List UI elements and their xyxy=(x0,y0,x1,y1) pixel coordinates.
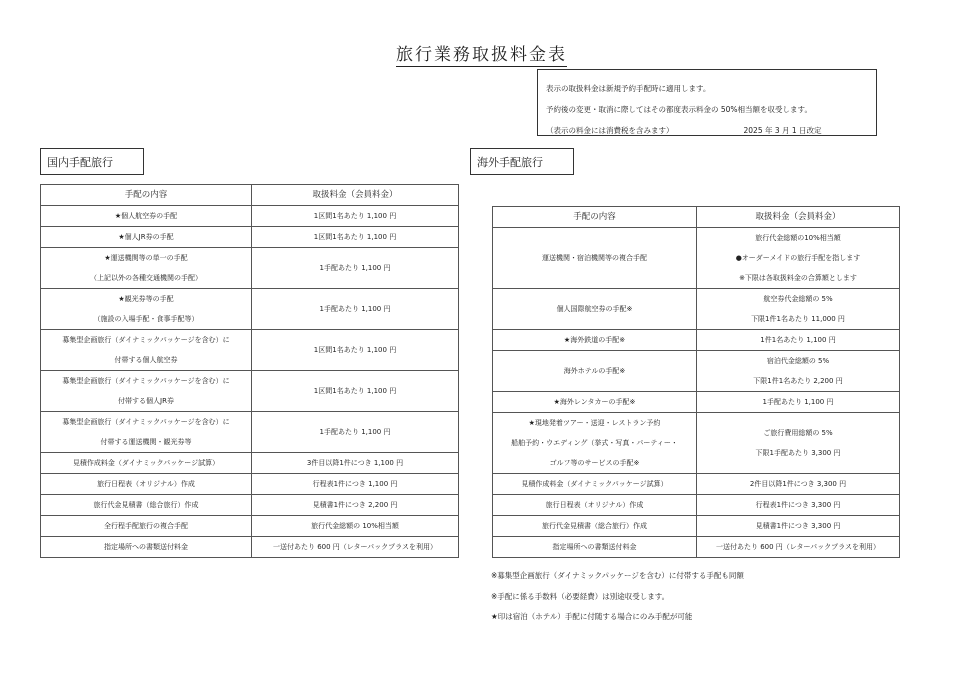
table-header-row xyxy=(41,185,459,206)
fee-text: 2件目以降1件につき 3,300 円 xyxy=(749,480,847,488)
fee-cell xyxy=(252,537,459,558)
fee-text: 旅行代金総額の10%相当額 xyxy=(755,234,841,242)
table-row xyxy=(493,330,900,351)
table-row xyxy=(41,289,459,330)
fee-cell xyxy=(252,453,459,474)
arrangement-text: 指定場所への書類送付料金 xyxy=(552,543,637,551)
notice-line-1: 表示の取扱料金は新規予約手配時に適用します。 xyxy=(546,84,711,93)
arrangement-cell xyxy=(41,206,252,227)
fee-text: 見積書1件につき 3,300 円 xyxy=(755,522,841,530)
arrangement-cell xyxy=(493,392,697,413)
fee-cell xyxy=(252,516,459,537)
fee-text: 下限1手配あたり 3,300 円 xyxy=(755,449,841,457)
arrangement-text: ★現地発着ツアー・送迎・レストラン予約 xyxy=(528,419,661,427)
footnote-3: ★印は宿泊（ホテル）手配に付随する場合にのみ手配が可能 xyxy=(491,612,693,621)
notice-box xyxy=(537,69,877,136)
fee-text: 下限1件1名あたり 11,000 円 xyxy=(751,315,845,323)
notice-line-3: （表示の料金には消費税を含みます） xyxy=(546,126,674,135)
table-row xyxy=(41,474,459,495)
arrangement-cell xyxy=(41,227,252,248)
arrangement-text: ★個人JR券の手配 xyxy=(118,233,174,241)
fee-text: ご旅行費用総額の 5% xyxy=(763,429,833,437)
footnote-1: ※募集型企画旅行（ダイナミックパッケージを含む）に付帯する手配も同額 xyxy=(491,571,744,580)
table-row xyxy=(493,495,900,516)
fee-text: 3件目以降1件につき 1,100 円 xyxy=(306,459,404,467)
fee-text: ※下限は各取扱料金の合算額とします xyxy=(739,274,857,282)
arrangement-cell xyxy=(41,537,252,558)
fee-text: 1手配あたり 1,100 円 xyxy=(319,428,391,436)
header-content: 手配の内容 xyxy=(41,185,252,206)
fee-text: 航空券代金総額の 5% xyxy=(763,295,833,303)
notice-line-2: 予約後の変更・取消に際してはその都度表示料金の 50%相当額を収受します。 xyxy=(546,105,812,114)
arrangement-cell xyxy=(493,289,697,330)
fee-cell xyxy=(252,248,459,289)
table-row xyxy=(493,474,900,495)
arrangement-cell xyxy=(41,495,252,516)
arrangement-text: ★運送機関等の単一の手配 xyxy=(104,254,188,262)
arrangement-text: 付帯する個人JR券 xyxy=(118,397,174,405)
arrangement-text: 船舶予約・ウエディング（挙式・写真・パーティー・ xyxy=(511,439,678,447)
table-row xyxy=(41,412,459,453)
fee-text: 行程表1件につき 3,300 円 xyxy=(755,501,841,509)
fee-cell xyxy=(252,371,459,412)
fee-cell xyxy=(697,351,900,392)
table-row xyxy=(493,289,900,330)
fee-text: 1手配あたり 1,100 円 xyxy=(319,264,391,272)
fee-text: 1手配あたり 1,100 円 xyxy=(319,305,391,313)
fee-text: 1区間1名あたり 1,100 円 xyxy=(313,387,397,395)
arrangement-cell xyxy=(493,413,697,474)
revision-date: 2025 年 3 月 1 日改定 xyxy=(743,126,822,135)
arrangement-text: 旅行代金見積書（総合旅行）作成 xyxy=(542,522,647,530)
arrangement-cell xyxy=(41,516,252,537)
arrangement-text: ★海外鉄道の手配※ xyxy=(563,336,626,344)
fee-cell xyxy=(252,474,459,495)
arrangement-text: （上記以外の各種交通機関の手配） xyxy=(90,274,202,282)
arrangement-cell xyxy=(41,453,252,474)
arrangement-text: 個人国際航空券の手配※ xyxy=(556,305,633,313)
header-fee: 取扱料金（会員料金） xyxy=(697,207,900,228)
fee-text: ●オーダーメイドの旅行手配を指します xyxy=(735,254,861,262)
fee-cell xyxy=(697,228,900,289)
arrangement-text: 旅行日程表（オリジナル）作成 xyxy=(545,501,644,509)
header-fee: 取扱料金（会員料金） xyxy=(252,185,459,206)
fee-cell xyxy=(697,413,900,474)
fee-text: 1区間1名あたり 1,100 円 xyxy=(313,346,397,354)
arrangement-text: 運送機関・宿泊機関等の複合手配 xyxy=(542,254,647,262)
arrangement-cell xyxy=(493,474,697,495)
arrangement-text: 付帯する個人航空券 xyxy=(114,356,178,364)
fee-text: 一送付あたり 600 円（レターパックプラスを利用） xyxy=(716,543,880,551)
fee-text: 1区間1名あたり 1,100 円 xyxy=(313,212,397,220)
fee-cell xyxy=(697,516,900,537)
arrangement-cell xyxy=(41,371,252,412)
arrangement-text: 旅行日程表（オリジナル）作成 xyxy=(97,480,195,488)
arrangement-cell xyxy=(493,330,697,351)
arrangement-cell xyxy=(493,351,697,392)
table-row xyxy=(493,537,900,558)
arrangement-cell xyxy=(493,495,697,516)
fee-cell xyxy=(252,495,459,516)
arrangement-cell xyxy=(41,330,252,371)
table-row xyxy=(41,248,459,289)
arrangement-text: 海外ホテルの手配※ xyxy=(563,367,626,375)
fee-cell xyxy=(252,289,459,330)
arrangement-text: 全行程手配旅行の複合手配 xyxy=(104,522,188,530)
arrangement-text: 見積作成料金（ダイナミックパッケージ試算） xyxy=(521,480,668,488)
table-row xyxy=(493,228,900,289)
arrangement-text: 付帯する運送機関・観光券等 xyxy=(100,438,192,446)
table-row xyxy=(41,516,459,537)
table-row xyxy=(41,371,459,412)
fee-cell xyxy=(697,289,900,330)
fee-cell xyxy=(697,537,900,558)
arrangement-text: （施設の入場手配・食事手配等） xyxy=(93,315,199,323)
fee-cell xyxy=(252,330,459,371)
fee-cell xyxy=(697,495,900,516)
table-row xyxy=(493,351,900,392)
arrangement-cell xyxy=(41,248,252,289)
fee-text: 1手配あたり 1,100 円 xyxy=(762,398,834,406)
fee-cell xyxy=(252,227,459,248)
table-row xyxy=(41,227,459,248)
fee-text: 下限1件1名あたり 2,200 円 xyxy=(753,377,843,385)
header-content: 手配の内容 xyxy=(493,207,697,228)
table-row xyxy=(41,206,459,227)
fee-cell xyxy=(697,330,900,351)
arrangement-text: 募集型企画旅行（ダイナミックパッケージを含む）に xyxy=(62,336,230,344)
arrangement-text: ★個人航空券の手配 xyxy=(114,212,178,220)
table-row xyxy=(493,516,900,537)
arrangement-text: 旅行代金見積書（総合旅行）作成 xyxy=(93,501,199,509)
table-row xyxy=(493,413,900,474)
table-row xyxy=(41,330,459,371)
arrangement-cell xyxy=(41,474,252,495)
arrangement-text: 募集型企画旅行（ダイナミックパッケージを含む）に xyxy=(62,377,230,385)
arrangement-cell xyxy=(493,537,697,558)
domestic-section-label: 国内手配旅行 xyxy=(40,148,144,175)
arrangement-cell xyxy=(41,412,252,453)
fee-cell xyxy=(252,412,459,453)
fee-cell xyxy=(252,206,459,227)
table-header-row xyxy=(493,207,900,228)
table-row xyxy=(41,495,459,516)
fee-text: 行程表1件につき 1,100 円 xyxy=(312,480,398,488)
fee-text: 一送付あたり 600 円（レターパックプラスを利用） xyxy=(273,543,437,551)
table-row xyxy=(41,537,459,558)
arrangement-cell xyxy=(493,228,697,289)
footnote-2: ※手配に係る手数料（必要経費）は別途収受します。 xyxy=(491,592,670,601)
fee-text: 見積書1件につき 2,200 円 xyxy=(312,501,398,509)
arrangement-text: ★海外レンタカーの手配※ xyxy=(553,398,636,406)
arrangement-cell xyxy=(493,516,697,537)
fee-text: 旅行代金総額の 10%相当額 xyxy=(311,522,399,530)
fee-cell xyxy=(697,474,900,495)
page-title: 旅行業務取扱料金表 xyxy=(396,45,567,65)
table-row xyxy=(41,453,459,474)
table-row xyxy=(493,392,900,413)
arrangement-text: 募集型企画旅行（ダイナミックパッケージを含む）に xyxy=(62,418,230,426)
domestic-fee-table xyxy=(40,184,459,558)
arrangement-cell xyxy=(41,289,252,330)
fee-cell xyxy=(697,392,900,413)
overseas-fee-table xyxy=(492,206,900,558)
arrangement-text: ゴルフ等のサービスの手配※ xyxy=(549,459,640,467)
overseas-section-label: 海外手配旅行 xyxy=(470,148,574,175)
arrangement-text: 指定場所への書類送付料金 xyxy=(104,543,188,551)
arrangement-text: 見積作成料金（ダイナミックパッケージ試算） xyxy=(72,459,220,467)
fee-text: 宿泊代金総額の 5% xyxy=(766,357,830,365)
arrangement-text: ★観光券等の手配 xyxy=(118,295,174,303)
fee-text: 1件1名あたり 1,100 円 xyxy=(760,336,836,344)
fee-text: 1区間1名あたり 1,100 円 xyxy=(313,233,397,241)
